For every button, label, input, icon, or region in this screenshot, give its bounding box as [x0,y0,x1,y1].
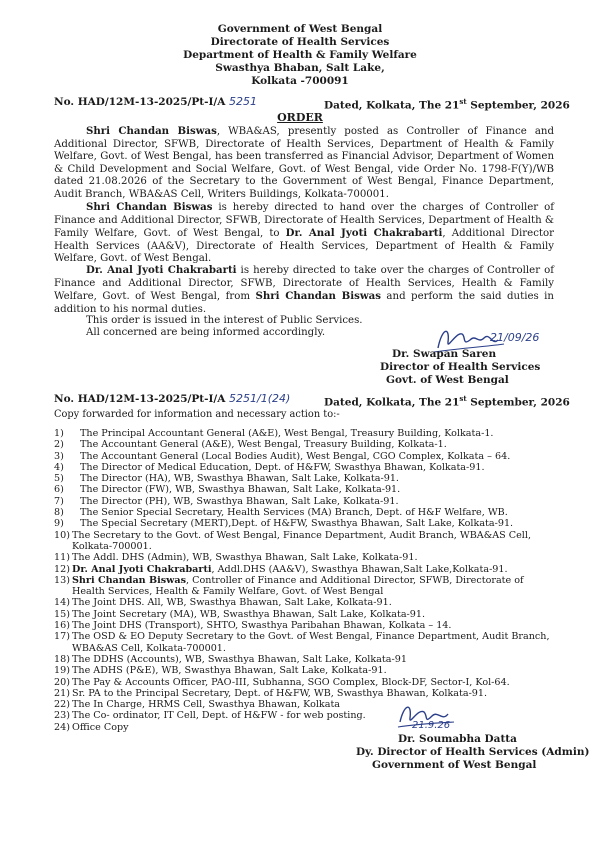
date-text-end: September, 2026 [466,99,570,112]
copy-item-text [72,597,558,608]
paragraph-text: is hereby directed to take over the charges of Controller of Finance and Additional Director, SFWB, Directorate of Health Services, Health & Family Welfare, Govt. of West Bengal, from [54,265,554,303]
copy-item-detail: The Accountant General (A&E), West Bengal, Treasury Building, Kolkata-1. [80,439,447,451]
paragraph-transfer [54,125,554,202]
handwritten-memo-number: 5251 [229,95,258,108]
copy-intro: Copy forwarded for information and necessary action to:- [54,409,340,420]
copy-item-number: 1) [54,428,64,439]
copy-item-number: 19) [54,665,70,677]
handwritten-date-2: 21.9.26 [412,720,451,731]
copy-item-detail: The OSD & EO Deputy Secretary to the Govt. of West Bengal, Finance Department, Audit Branch, WBA&AS Cell, Kolkata-700001. [72,631,550,654]
paragraph-text: , Additional Director Health Services (AA&V), Directorate of Health Services, Department of Health & Family Welfare, Govt. of West Bengal. [54,228,554,265]
signatory-title-2: Dy. Director of Health Services (Admin) [356,746,590,758]
signatory-org-1: Govt. of West Bengal [386,374,509,386]
copy-list-item [54,428,558,439]
copy-list-item [54,654,558,665]
copy-item-number: 12) [54,563,70,575]
copy-list-item [54,552,558,563]
copy-list-item [54,451,558,462]
copy-item-detail: The DDHS (Accounts), WB, Swasthya Bhawan, Salt Lake, Kolkata-91 [72,653,407,665]
date-text: Dated, Kolkata, The 21 [324,396,460,409]
header-government: Government of West Bengal [217,23,383,35]
paragraph-text: , WBA&AS, presently posted as Controller of Finance and Additional Director, SFWB, Directorate of Health Services, Department of Health & Family Welfare, Govt. of West Bengal, has been transferred as Financial Advisor, Department of Women & Child Development and Social Welfare, Govt. of West Bengal, vide Order No. 1798-F(Y)/WB dated 21.08.2026 of the Secretary to the Government of West Bengal, Finance Department, Audit Branch, WBA&AS Cell, Writers Buildings, Kolkata-700001. [54,126,554,200]
copy-item-detail: The Joint DHS. All, WB, Swasthya Bhawan, Salt Lake, Kolkata-91. [72,597,392,609]
copy-item-text [80,473,558,484]
copy-item-name: Shri Chandan Biswas [72,574,187,586]
person-name: Shri Chandan Biswas [86,125,217,137]
copy-recipient-list [54,428,558,733]
copy-item-text [80,496,558,507]
copy-item-detail: The In Charge, HRMS Cell, Swasthya Bhawan, Kolkata [72,699,341,711]
copy-item-detail: The Director (PH), WB, Swasthya Bhawan, Salt Lake, Kolkata-91. [80,495,399,507]
copy-item-text [80,462,558,473]
copy-item-text [72,710,558,721]
date-text-end: September, 2026 [466,396,570,409]
copy-item-detail: The Co- ordinator, IT Cell, Dept. of H&FW - for web posting. [72,710,366,722]
copy-list-item [54,620,558,631]
copy-item-number: 15) [54,608,70,620]
copy-item-detail: Office Copy [72,721,129,733]
header-directorate: Directorate of Health Services [210,36,390,48]
copy-item-text [80,428,558,439]
copy-item-number: 20) [54,676,70,688]
copy-item-detail: , Controller of Finance and Additional Director, SFWB, Directorate of Health Services, Health & Family Welfare, Govt. of West Bengal [72,574,524,598]
reference-date-2 [324,392,570,410]
ref-number-text: No. HAD/12M-13-2025/Pt-I/A [54,393,226,405]
signatory-name-2: Dr. Soumabha Datta [398,733,517,745]
copy-item-number: 7) [54,495,64,507]
copy-item-text [72,722,558,733]
copy-list-item [54,496,558,507]
date-suffix: st [459,97,467,106]
paragraph-take-over [54,264,554,316]
reference-number-1 [54,95,257,109]
copy-item-detail: The Director (HA), WB, Swasthya Bhawan, Salt Lake, Kolkata-91. [80,473,399,485]
copy-item-detail: The Pay & Accounts Officer, PAO-III, Subhanna, SGO Complex, Block-DF, Sector-I, Kol-64. [72,676,510,688]
paragraph-hand-over [54,201,554,266]
copy-item-text [72,552,558,563]
copy-list-item [54,462,558,473]
copy-item-detail: The Addl. DHS (Admin), WB, Swasthya Bhawan, Salt Lake, Kolkata-91. [72,552,418,564]
paragraph-informed: All concerned are being informed accordingly. [86,327,326,338]
copy-item-number: 23) [54,710,70,722]
copy-item-number: 10) [54,529,70,541]
copy-item-detail: The Joint Secretary (MA), WB, Swasthya Bhawan, Salt Lake, Kolkata-91. [72,608,426,620]
person-name: Dr. Anal Jyoti Chakrabarti [285,227,443,240]
copy-item-number: 24) [54,721,70,733]
copy-item-detail: The Secretary to the Govt. of West Bengal, Finance Department, Audit Branch, WBA&AS Cell, Kolkata-700001. [72,529,531,552]
copy-item-number: 13) [54,574,70,586]
header-department: Department of Health & Family Welfare [183,49,417,61]
signatory-org-2: Government of West Bengal [372,759,537,771]
order-title: ORDER [277,111,323,124]
copy-item-text [72,654,558,665]
copy-item-text [80,484,558,495]
signatory-title-1: Director of Health Services [380,361,541,373]
copy-item-number: 6) [54,484,64,496]
signatory-name-1: Dr. Swapan Saren [392,348,497,360]
date-text: Dated, Kolkata, The 21 [324,99,460,112]
copy-item-number: 17) [54,631,70,643]
copy-item-number: 4) [54,461,64,473]
copy-item-text [72,688,558,699]
copy-item-text [72,530,558,553]
copy-item-detail: The Principal Accountant General (A&E), West Bengal, Treasury Building, Kolkata-1. [80,428,494,439]
copy-list-item [54,484,558,495]
copy-list-item [54,665,558,676]
copy-list-item [54,439,558,450]
handwritten-date-1: 21/09/26 [490,331,540,344]
copy-item-number: 16) [54,620,70,632]
copy-list-item [54,507,558,518]
header-address: Swasthya Bhaban, Salt Lake, [215,62,385,74]
copy-item-number: 21) [54,687,70,699]
copy-item-detail: The Senior Special Secretary, Health Services (MA) Branch, Dept. of H&F Welfare, WB. [80,507,508,519]
copy-item-name: Dr. Anal Jyoti Chakrabarti [72,563,212,575]
copy-item-number: 2) [54,439,64,451]
copy-item-detail: , Addl.DHS (AA&V), Swasthya Bhawan,Salt Lake,Kolkata-91. [211,563,508,575]
copy-item-number: 11) [54,552,70,564]
copy-item-number: 9) [54,518,64,530]
copy-item-detail: The ADHS (P&E), WB, Swasthya Bhawan, Salt Lake, Kolkata-91. [72,665,387,677]
copy-item-detail: The Special Secretary (MERT),Dept. of H&FW, Swasthya Bhawan, Salt Lake, Kolkata-91. [80,518,514,530]
copy-list-item [54,699,558,710]
copy-list-item [54,710,558,721]
copy-item-detail: The Accountant General (Local Bodies Audit), West Bengal, CGO Complex, Kolkata – 64. [80,450,511,462]
person-name: Shri Chandan Biswas [86,201,213,213]
copy-item-number: 22) [54,699,70,711]
header-city: Kolkata -700091 [251,75,349,87]
handwritten-memo-number: 5251/1(24) [229,392,291,405]
copy-item-detail: The Joint DHS (Transport), SHTO, Swasthya Paribahan Bhawan, Kolkata – 14. [72,620,452,632]
copy-list-item [54,518,558,529]
copy-item-detail: Sr. PA to the Principal Secretary, Dept. of H&FW, WB, Swasthya Bhawan, Kolkata-91. [72,687,488,699]
copy-list-item [54,609,558,620]
paragraph-text: and perform the said duties in addition to his normal duties. [54,291,554,315]
copy-item-text [80,518,558,529]
paragraph-text: is hereby directed to hand over the charges of Controller of Finance and Additional Director, SFWB, Directorate of Health Services, Department of Health & Family Welfare, Govt. of West Bengal, to [54,202,554,240]
person-name: Dr. Anal Jyoti Chakrabarti [86,264,237,276]
copy-item-text [80,507,558,518]
copy-item-number: 5) [54,473,64,485]
ref-number-text: No. HAD/12M-13-2025/Pt-I/A [54,96,226,108]
copy-list-item [54,631,558,654]
reference-number-2 [54,392,290,406]
copy-item-text [72,665,558,676]
copy-item-text [72,575,558,598]
copy-item-text [72,677,558,688]
copy-item-text [72,609,558,620]
copy-list-item [54,530,558,553]
copy-item-text [80,439,558,450]
copy-list-item [54,677,558,688]
copy-item-number: 3) [54,450,64,462]
copy-item-text [72,631,558,654]
copy-list-item [54,722,558,733]
copy-item-text [80,451,558,462]
copy-list-item [54,564,558,575]
copy-item-number: 8) [54,507,64,519]
copy-item-number: 14) [54,597,70,609]
reference-date-1 [324,95,570,113]
copy-item-detail: The Director of Medical Education, Dept. of H&FW, Swasthya Bhawan, Kolkata-91. [80,461,485,473]
date-suffix: st [459,394,467,403]
paragraph-public-service: This order is issued in the interest of Public Services. [86,315,363,326]
copy-list-item [54,688,558,699]
copy-list-item [54,597,558,608]
copy-list-item [54,473,558,484]
copy-item-number: 18) [54,653,70,665]
copy-item-detail: The Director (FW), WB, Swasthya Bhawan, Salt Lake, Kolkata-91. [80,484,401,496]
copy-item-text [72,699,558,710]
person-name: Shri Chandan Biswas [255,290,381,303]
copy-item-text [72,620,558,631]
copy-list-item [54,575,558,598]
copy-item-text [72,564,558,575]
